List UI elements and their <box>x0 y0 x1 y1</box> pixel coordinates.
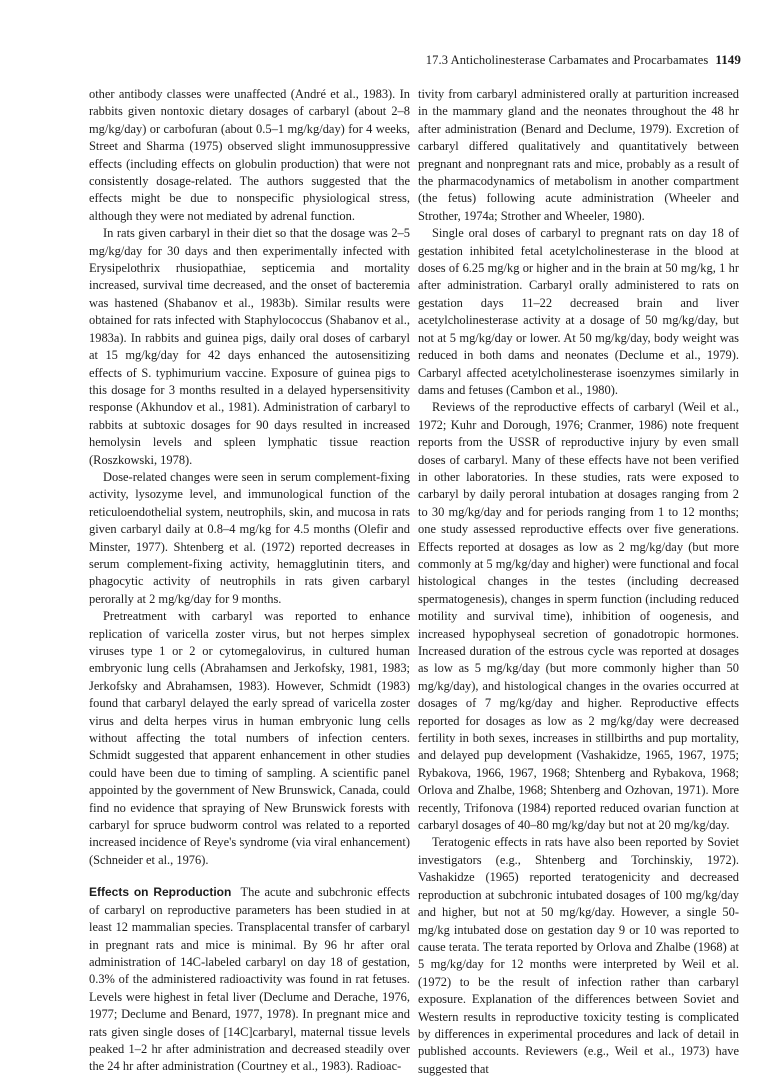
paragraph: other antibody classes were unaffected (André et al., 1983). In rabbits given nontoxic dietary dosages of carbaryl (about 2–8 mg/kg/day) or carbofuran (about 0.5–1 mg/kg/day) for 4 weeks, Street and Sharma (1975) observed slight immunosuppressive effects (including effects on globulin production) that were not consistently dosage-related. The authors suggested that the effects might be due to nonspecific physiological stress, although they were not mediated by adrenal function. <box>89 87 410 223</box>
page-number: 1149 <box>715 52 741 67</box>
paragraph: Teratogenic effects in rats have also been reported by Soviet investigators (e.g., Shtenberg and Torchinskiy, 1972). Vashakidze (1965) reported teratogenicity and decreased reproduction at subchronic intubated dosages of 100 mg/kg/day and higher, but not at 50 mg/kg/day. However, a single 50-mg/kg intubated dose on gestation day 9 or 10 was reported to cause terata. The terata reported by Orlova and Zhalbe (1968) at 5 mg/kg/day for 12 months were interpreted by Weil et al. (1972) to be the result of infection rather than carbaryl exposure. Explanation of the differences between Soviet and Western results in reproductive toxicity testing is complicated by differences in experimental procedures and lack of detail in published accounts. Reviewers (e.g., Weil et al., 1973) have suggested that <box>418 835 739 1076</box>
left-column <box>89 86 410 1076</box>
paragraph: tivity from carbaryl administered orally at parturition increased in the mammary gland and the neonates throughout the 48 hr after administration (Benard and Declume, 1979). Excretion of carbaryl differed qualitatively and quantitatively between pregnant and nonpregnant rats and mice, probably as a result of the pharmacodynamics of metabolism in another compartment (the fetus) following acute administration (Wheeler and Strother, 1974a; Strother and Wheeler, 1980). <box>418 87 739 223</box>
paragraph: In rats given carbaryl in their diet so that the dosage was 2–5 mg/kg/day for 30 days and then experimentally infected with Erysipelothrix rhusiopathiae, septicemia and mortality increased, survival time decreased, and the onset of bacteremia was hastened (Shabanov et al., 1983b). Similar results were obtained for rats infected with Staphylococcus (Shabanov et al., 1983a). In rabbits and guinea pigs, daily oral doses of carbaryl at 15 mg/kg/day for 42 days enhanced the autosensitizing effects of S. typhimurium vaccine. Exposure of guinea pigs to this dosage for 3 months resulted in a delayed hypersensitivity response (Akhundov et al., 1981). Administration of carbaryl to rabbits at subtoxic dosages for 90 days resulted in increased hemolysin levels and spleen lymphatic tissue reaction (Roszkowski, 1978). <box>89 226 410 467</box>
running-header <box>420 52 741 68</box>
running-title: 17.3 Anticholinesterase Carbamates and Procarbamates <box>425 53 709 67</box>
paragraph: Pretreatment with carbaryl was reported to enhance replication of varicella zoster virus, but not herpes simplex viruses type 1 or 2 or cytomegalovirus, in cultured human embryonic lung cells (Abrahamsen and Jerkofsky, 1981, 1983; Jerkofsky and Abrahamsen, 1983). However, Schmidt (1983) found that carbaryl delayed the early spread of varicella zoster virus and delta herpes virus in human embryonic lung cells without affecting the total numbers of infection centers. Schmidt suggested that apparent enhancement in other studies could have been due to timing of sampling. A scientific panel appointed by the government of New Brunswick, Canada, could find no evidence that spraying of New Brunswick forests with carbaryl for spruce budworm control was related to a reported increased incidence of Reye's syndrome (via viral enhancement) (Schneider et al., 1976). <box>89 609 410 867</box>
section-paragraph <box>89 884 410 1075</box>
right-column <box>418 86 739 1078</box>
section-heading: Effects on Reproduction <box>89 885 232 900</box>
paragraph: Reviews of the reproductive effects of carbaryl (Weil et al., 1972; Kuhr and Dorough, 1976; Cranmer, 1986) note frequent reports from the USSR of reproductive injury by even small doses of carbaryl. Many of these effects have not been verified in other laboratories. In these studies, rats were exposed to carbaryl by daily peroral intubation at dosages ranging from 2 to 30 mg/kg/day and for periods ranging from 1 to 12 months; one study assessed reproductive effects over five generations. Effects reported at dosages as low as 2 mg/kg/day (but more commonly at 5 mg/kg/day and higher) were functional and focal histological changes in the testes (including decreased spermatogenesis), changes in sperm function (including reduced motility and survival time), inhibition of oogenesis, and increased hypophyseal secretion of gonadotropic hormones. Increased duration of the estrous cycle was reported at dosages as low as 5 mg/kg/day (but more commonly higher than 50 mg/kg/day), and histological changes in the ovaries occurred at dosages of 7 mg/kg/day and higher. Reproductive effects reported for dosages as low as 2 mg/kg/day were decreased fertility in both sexes, increases in stillbirths and pup mortality, and delayed pup development (Vashakidze, 1965, 1967, 1975; Rybakova, 1966, 1967, 1968; Shtenberg and Rybakova, 1968; Orlova and Zhalbe, 1968; Shtenberg and Ozhovan, 1971). More recently, Trifonova (1984) reported reduced ovarian function at carbaryl dosages of 40–80 mg/kg/day but not at 20 mg/kg/day. <box>418 400 739 833</box>
paragraph-text: The acute and subchronic effects of carbaryl on reproductive parameters has been studied in at least 12 mammalian species. Transplacental transfer of carbaryl in pregnant rats and mice is minimal. By 96 hr after oral administration of 14C-labeled carbaryl on day 18 of gestation, 0.3% of the administered radioactivity was found in rat fetuses. Levels were highest in fetal liver (Declume and Derache, 1976, 1977; Declume and Benard, 1977, 1978). In pregnant mice and rats given single doses of [14C]carbaryl, maternal tissue levels peaked 1–2 hr after administration and decreased steadily over the 24 hr after administration (Courtney et al., 1983). Radioac- <box>89 885 410 1074</box>
paragraph: Single oral doses of carbaryl to pregnant rats on day 18 of gestation inhibited fetal acetylcholinesterase in the blood at doses of 6.25 mg/kg or higher and in the brain at 50 mg/kg, 1 hr after administration. Carbaryl orally administered to rats on gestation days 11–22 decreased brain and liver acetylcholinesterase activity at a dosage of 50 mg/kg/day, but not at 5 mg/kg/day or lower. At 50 mg/kg/day, body weight was reduced in both dams and neonates (Declume et al., 1979). Carbaryl affected acetylcholinesterase isoenzymes similarly in dams and fetuses (Cambon et al., 1980). <box>418 226 739 397</box>
paragraph: Dose-related changes were seen in serum complement-fixing activity, lysozyme level, and immunological function of the reticuloendothelial system, neutrophils, skin, and mucosa in rats given carbaryl daily at 0.8–4 mg/kg for 4.5 months (Olefir and Minster, 1977). Shtenberg et al. (1972) reported decreases in serum complement-fixing activity, hemagglutinin titers, and phagocytic activity of neutrophils in rats given carbaryl perorally at 2 mg/kg/day for 9 months. <box>89 469 410 606</box>
